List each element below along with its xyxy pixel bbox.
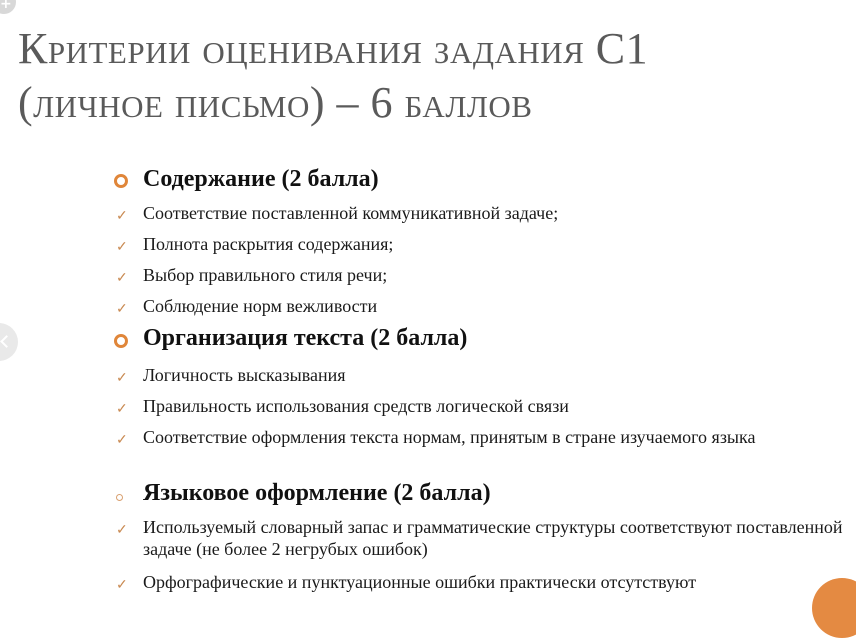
list-item: Правильность использования средств логической связи bbox=[143, 396, 569, 416]
section-heading-language: Языковое оформление (2 балла) bbox=[143, 480, 491, 506]
list-item: Соответствие оформления текста нормам, принятым в стране изучаемого языка bbox=[143, 427, 756, 447]
checkmark-icon: ✓ bbox=[116, 371, 128, 386]
checkmark-icon: ✓ bbox=[116, 271, 128, 286]
checkmark-icon: ✓ bbox=[116, 578, 128, 593]
list-item: Полнота раскрытия содержания; bbox=[143, 234, 394, 254]
list-item: Выбор правильного стиля речи; bbox=[143, 265, 388, 285]
section-heading-content: Содержание (2 балла) bbox=[143, 166, 379, 192]
list-item: Орфографические и пунктуационные ошибки практически отсутствуют bbox=[143, 572, 697, 592]
circle-bullet-icon bbox=[114, 174, 128, 188]
list-item: Используемый словарный запас и грамматические структуры соответствуют поставленной задаче (не более 2 негрубых ошибок) bbox=[143, 517, 843, 559]
checkmark-icon: ✓ bbox=[116, 402, 128, 417]
circle-bullet-icon bbox=[114, 334, 128, 348]
list-item: Логичность высказывания bbox=[143, 365, 346, 385]
checkmark-icon: ✓ bbox=[116, 433, 128, 448]
checkmark-icon: ✓ bbox=[116, 523, 128, 538]
checkmark-icon: ✓ bbox=[116, 302, 128, 317]
list-item: Соответствие поставленной коммуникативной задаче; bbox=[143, 203, 559, 223]
checkmark-icon: ✓ bbox=[116, 240, 128, 255]
slide-title-line-1: Критерии оценивания задания С1 bbox=[18, 24, 649, 73]
slide-title-line-2: (личное письмо) – 6 баллов bbox=[18, 78, 533, 127]
section-heading-organization: Организация текста (2 балла) bbox=[143, 325, 468, 351]
checkmark-icon: ✓ bbox=[116, 209, 128, 224]
circle-bullet-icon bbox=[116, 494, 123, 501]
list-item: Соблюдение норм вежливости bbox=[143, 296, 378, 316]
